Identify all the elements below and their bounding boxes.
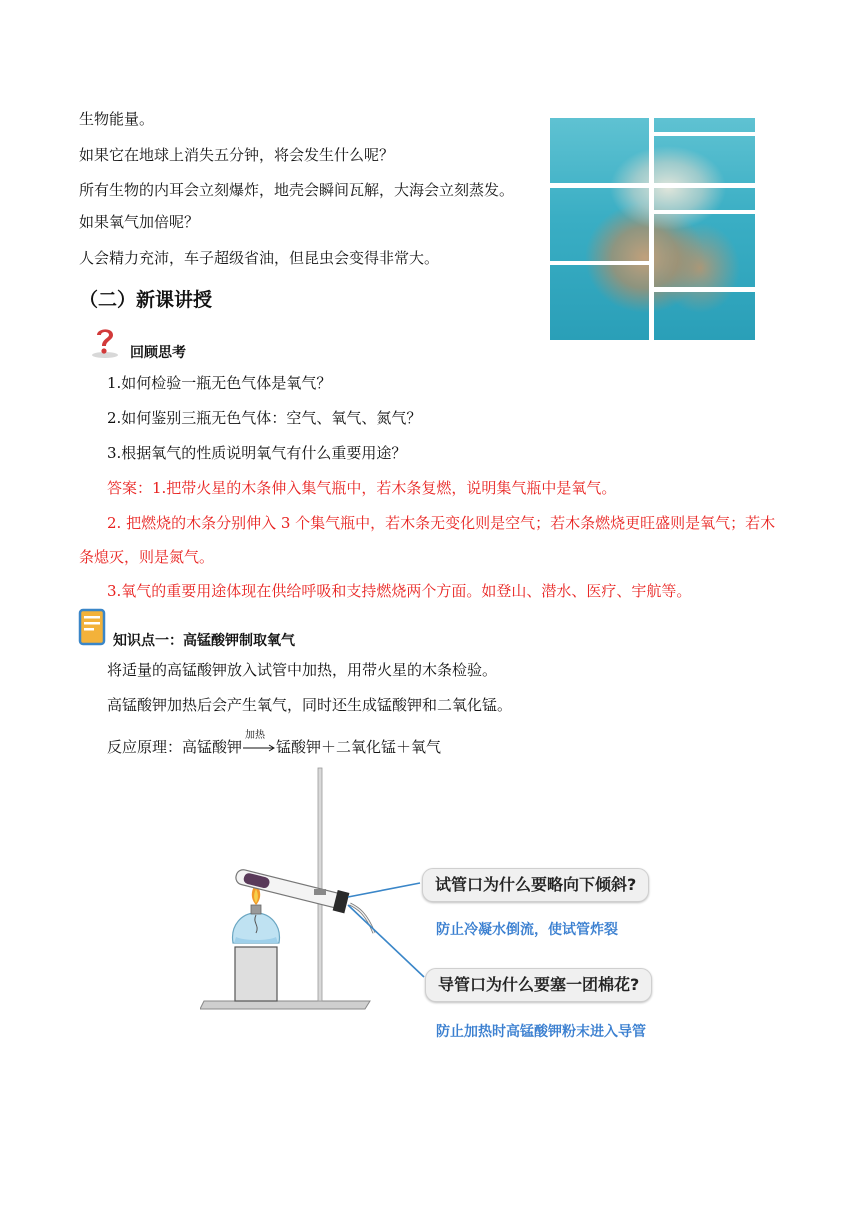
question-mark-icon xyxy=(88,324,122,358)
review-question-2: 2.如何鉴别三瓶无色气体：空气、氧气、氮气？ xyxy=(107,409,422,427)
reaction-condition: 加热 xyxy=(245,730,266,741)
review-answer-1: 答案：1.把带火星的木条伸入集气瓶中，若木条复燃，说明集气瓶中是氧气。 xyxy=(107,479,617,497)
review-answer-2-line-2: 条熄灭，则是氮气。 xyxy=(79,548,215,566)
callout-answer-1: 防止冷凝水倒流，使试管炸裂 xyxy=(436,922,618,938)
reaction-arrow xyxy=(242,730,276,757)
notebook-icon xyxy=(78,608,106,646)
callout-question-1: 试管口为什么要略向下倾斜? xyxy=(422,868,649,902)
review-answer-2-line-1: 2. 把燃烧的木条分别伸入 3 个集气瓶中，若木条无变化则是空气；若木条燃烧更旺盛则是氧气；若木 xyxy=(107,514,776,532)
review-question-1: 1.如何检验一瓶无色气体是氧气？ xyxy=(107,374,332,392)
callout-answer-2: 防止加热时高锰酸钾粉末进入导管 xyxy=(436,1024,646,1040)
intro-line-4: 如果氧气加倍呢？ xyxy=(79,213,200,231)
reaction-equation xyxy=(107,730,442,757)
knowledge-paragraph-2: 高锰酸钾加热后会产生氧气，同时还生成锰酸钾和二氧化锰。 xyxy=(107,696,513,714)
intro-line-2: 如果它在地球上消失五分钟，将会发生什么呢？ xyxy=(79,146,395,164)
intro-line-5: 人会精力充沛，车子超级省油，但昆虫会变得非常大。 xyxy=(79,249,440,267)
knowledge-paragraph-1: 将适量的高锰酸钾放入试管中加热，用带火星的木条检验。 xyxy=(107,661,498,679)
review-question-3: 3.根据氧气的性质说明氧气有什么重要用途？ xyxy=(107,444,407,462)
reaction-prefix: 反应原理：高锰酸钾 xyxy=(107,738,243,756)
callout-question-2: 导管口为什么要塞一团棉花? xyxy=(425,968,652,1002)
review-answer-3: 3.氧气的重要用途体现在供给呼吸和支持燃烧两个方面。如登山、潜水、医疗、宇航等。 xyxy=(107,582,692,600)
section-heading: （二）新课讲授 xyxy=(79,289,213,311)
apparatus-diagram xyxy=(200,765,690,1050)
intro-line-1: 生物能量。 xyxy=(79,110,155,128)
knowledge-title: 知识点一：高锰酸钾制取氧气 xyxy=(113,633,295,649)
review-title: 回顾思考 xyxy=(130,345,186,361)
intro-line-3: 所有生物的内耳会立刻爆炸，地壳会瞬间瓦解，大海会立刻蒸发。 xyxy=(79,181,515,199)
reaction-products: 锰酸钾＋二氧化锰＋氧气 xyxy=(276,738,442,756)
jellyfish-image xyxy=(550,118,755,340)
